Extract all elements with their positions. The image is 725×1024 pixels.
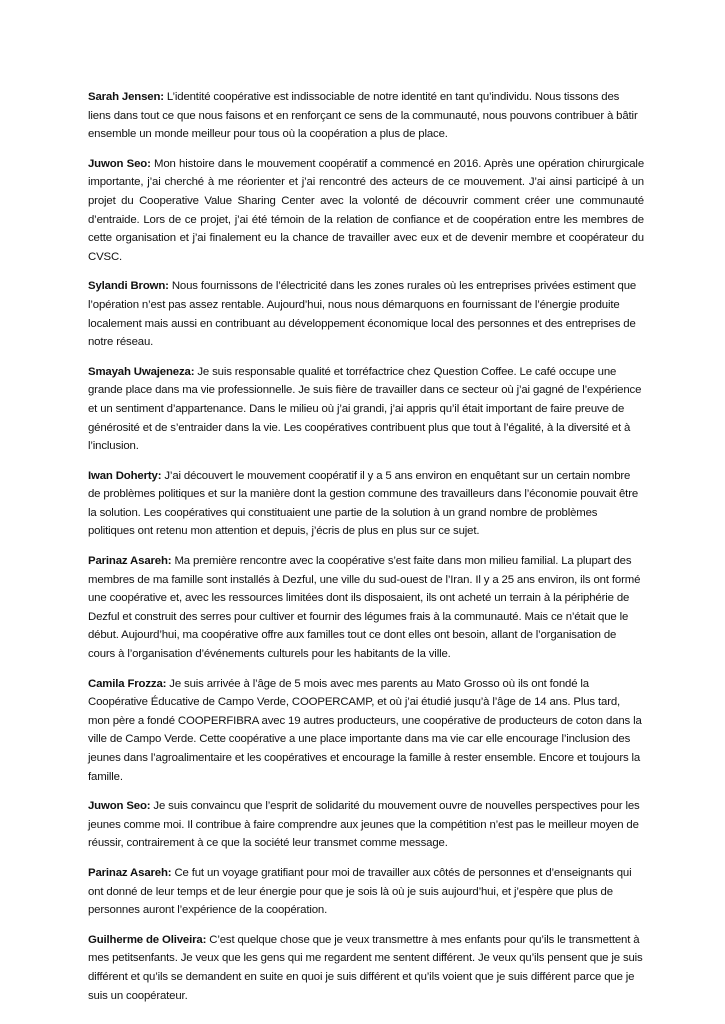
speaker-name: Parinaz Asareh: (88, 866, 172, 879)
speaker-name: Iwan Doherty: (88, 469, 162, 482)
speaker-name: Juwon Seo: (88, 800, 151, 813)
testimonial-paragraph (88, 552, 644, 664)
speaker-name: Guilherme de Oliveira: (88, 933, 207, 946)
testimonial-text: Ce fut un voyage gratifiant pour moi de travailler aux côtés de personnes et d’enseignants qui ont donné de leur temps et de leur énergie pour que je sois là où je suis aujourd’hui, et j’espère que plus de personnes auront l’expérience de la coopération. (88, 866, 632, 917)
testimonial-paragraph (88, 864, 644, 920)
testimonial-text: C’est quelque chose que je veux transmettre à mes enfants pour qu’ils le transmettent à mes petitsenfants. Je veux que les gens qui me regardent me sentent différent. Je veux qu’ils pensent que je suis différent et qu’ils se demandent en suite en quoi je suis différent et qu’ils voient que je suis différent parce que je suis un coopérateur. (88, 933, 643, 1002)
testimonial-paragraph (88, 155, 644, 267)
speaker-name: Juwon Seo: (88, 157, 151, 170)
testimonial-paragraph (88, 931, 644, 1005)
testimonial-text: Je suis arrivée à l’âge de 5 mois avec mes parents au Mato Grosso où ils ont fondé la Coopérative Éducative de Campo Verde, COOPERCAMP, et où j’ai étudié jusqu’à l’âge de 14 ans. Plus tard, mon père a fondé COOPERFIBRA avec 19 autres producteurs, une coopérative de producteurs de coton dans la ville de Campo Verde. Cette coopérative a une place importante dans ma vie car elle encourage l’inclusion des jeunes dans l’agroalimentaire et les coopératives et encourage la famille à rester ensemble. Encore et toujours la famille. (88, 677, 642, 783)
testimonial-paragraph (88, 797, 644, 853)
speaker-name: Camila Frozza: (88, 677, 167, 690)
testimonial-paragraph (88, 675, 644, 787)
testimonial-text: Je suis convaincu que l’esprit de solidarité du mouvement ouvre de nouvelles perspectives pour les jeunes comme moi. Il contribue à faire comprendre aux jeunes que la compétition n’est pas le meilleur moyen de réussir, contrairement à ce que la société leur transmet comme message. (88, 800, 640, 850)
testimonial-text: Ma première rencontre avec la coopérative s’est faite dans mon milieu familial. La plupart des membres de ma famille sont installés à Dezful, une ville du sud-ouest de l’Iran. Il y a 25 ans environ, ils ont formé une coopérative et, avec les ressources limitées dont ils disposaient, ils ont acheté un terrain à la périphérie de Dezful et construit des serres pour cultiver et fournir des légumes frais à la communauté. Mais ce n’était que le début. Aujourd’hui, ma coopérative offre aux familles tout ce dont elles ont besoin, allant de l’organisation de cours à l’organisation d’événements culturels pour les habitants de la ville. (88, 555, 641, 661)
document-page (88, 88, 644, 1016)
testimonial-paragraph (88, 88, 644, 144)
speaker-name: Sarah Jensen: (88, 91, 164, 103)
testimonial-text: J’ai découvert le mouvement coopératif il y a 5 ans environ en enquêtant sur un certain nombre de problèmes politiques et sur la manière dont la gestion commune des travailleurs dans l’économie pouvait être la solution. Les coopératives qui constituaient une partie de la solution à un grand nombre de problèmes politiques ont retenu mon attention et depuis, j’écris de plus en plus sur ce sujet. (88, 469, 639, 538)
testimonial-text: L’identité coopérative est indissociable de notre identité en tant qu’individu. Nous tissons des liens dans tout ce que nous faisons et en renforçant ce sens de la communauté, nous pouvons contribuer à bâtir ensemble un monde meilleur pour tous où la coopération a plus de place. (88, 91, 638, 141)
speaker-name: Smayah Uwajeneza: (88, 365, 195, 378)
testimonial-text: Nous fournissons de l’électricité dans les zones rurales où les entreprises privées estiment que l’opération n’est pas assez rentable. Aujourd’hui, nous nous démarquons en fournissant de l’énergie produite localement mais aussi en contribuant au développement économique local des personnes et des entreprises de notre réseau. (88, 280, 637, 349)
speaker-name: Parinaz Asareh: (88, 555, 172, 568)
testimonial-paragraph (88, 277, 644, 351)
testimonial-paragraph (88, 363, 644, 456)
testimonial-text: Mon histoire dans le mouvement coopératif a commencé en 2016. Après une opération chirurgicale importante, j’ai cherché à me réorienter et j’ai rencontré des acteurs de ce mouvement. J’ai ainsi participé à un projet du Cooperative Value Sharing Center avec la volonté de découvrir comment créer une communauté d’entraide. Lors de ce projet, j’ai été témoin de la relation de confiance et de coopération entre les membres de cette organisation et j’ai finalement eu la chance de travailler avec eux et de devenir membre et coopérateur du CVSC. (88, 157, 644, 263)
testimonial-text: Je suis responsable qualité et torréfactrice chez Question Coffee. Le café occupe une grande place dans ma vie professionnelle. Je suis fière de travailler dans ce secteur où j’ai gagné de l’expérience et un sentiment d’appartenance. Dans le milieu où j’ai grandi, j’ai appris qu’il était important de faire preuve de générosité et de s’entraider dans la vie. Les coopératives contribuent plus que tout à l’égalité, à la diversité et à l’inclusion. (88, 365, 642, 453)
testimonial-paragraph (88, 467, 644, 541)
speaker-name: Sylandi Brown: (88, 280, 169, 293)
